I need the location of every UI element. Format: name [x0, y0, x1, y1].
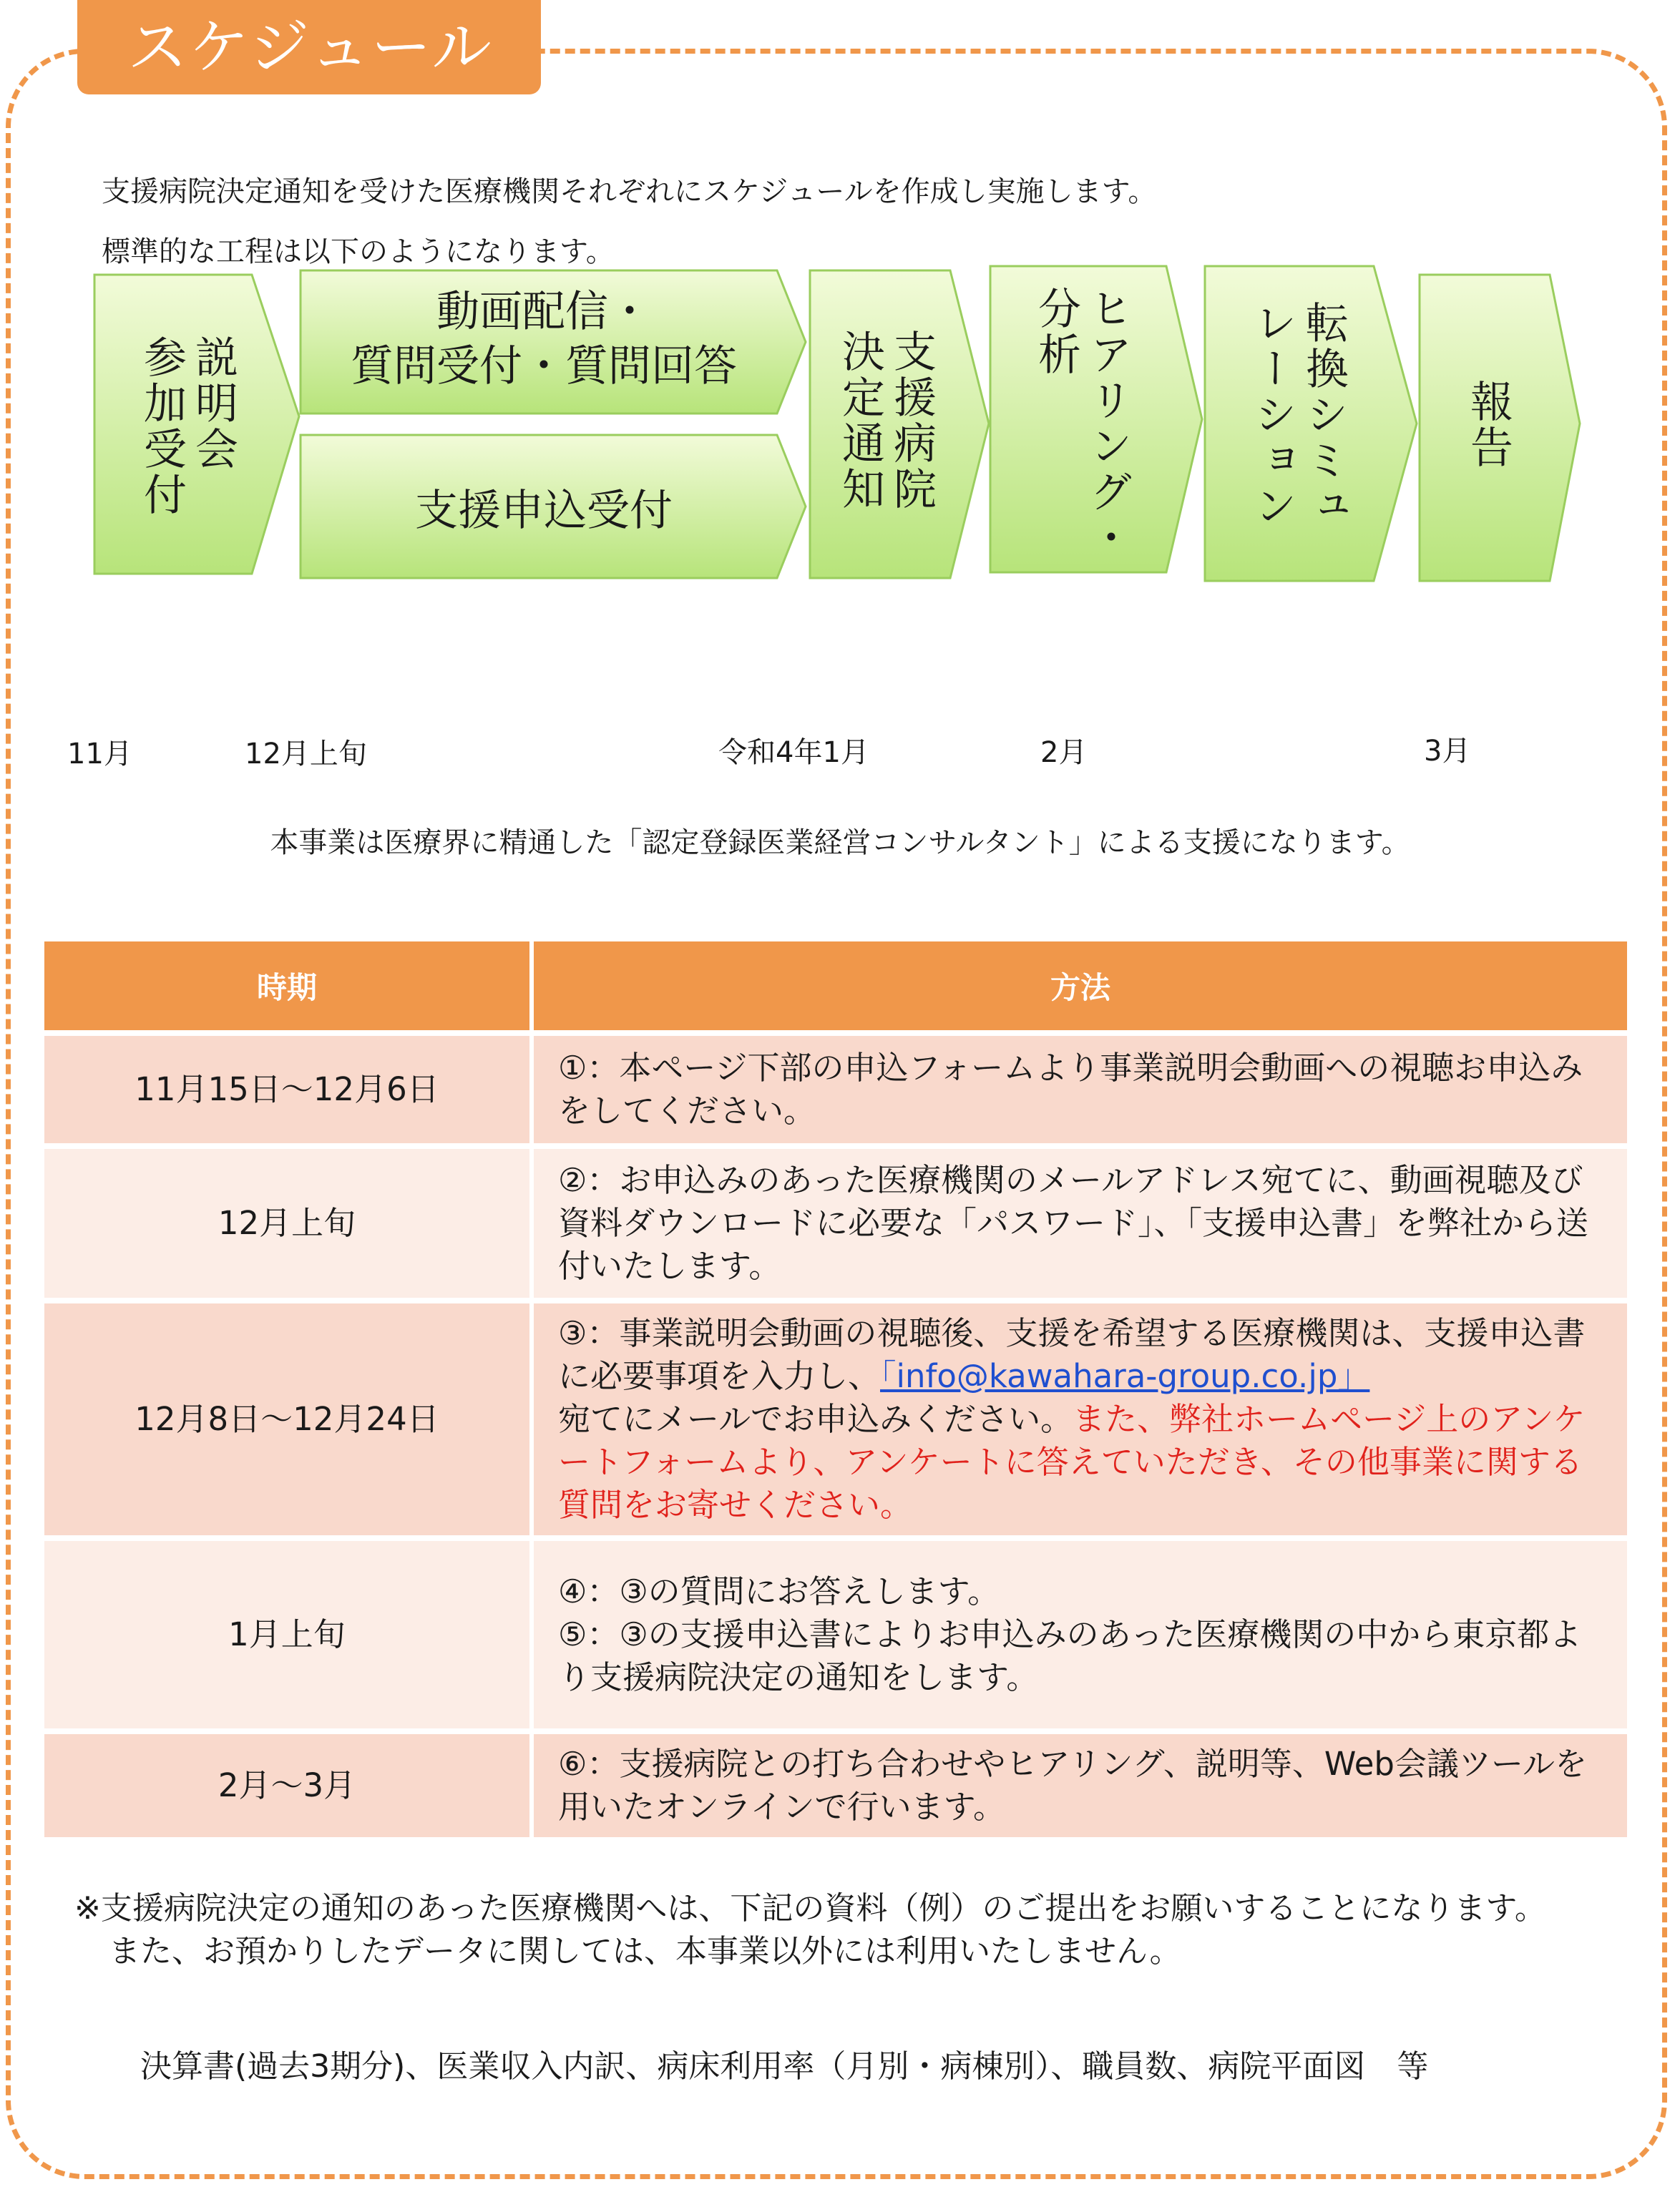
intro-line-1: 支援病院決定通知を受けた医療機関それぞれにスケジュールを作成し実施します。 [102, 175, 1157, 208]
tick-label-11: 11月 [67, 738, 132, 770]
step-decision-label: 支援病院 決定通知 [835, 329, 937, 512]
row-period: 1月上旬 [44, 1541, 534, 1728]
row-method [534, 1303, 1627, 1535]
process-flow-graphic [0, 0, 1680, 608]
step-video-label: 動画配信・ 質問受付・質問回答 [351, 287, 737, 391]
tick-label-12: 12月上旬 [245, 738, 367, 770]
materials-list: 決算書(過去3期分)、医業収入内訳、病床利用率（月別・病棟別）、職員数、病院平面図 等 [140, 2048, 1429, 2085]
schedule-table [44, 936, 1627, 1843]
row-period: 12月8日～12月24日 [44, 1303, 534, 1535]
step-simulation-label: 転換シミュ レーション [1247, 300, 1349, 529]
footnote-line-1: ※支援病院決定の通知のあった医療機関へは、下記の資料（例）のご提出をお願いすることになります。 [74, 1890, 1546, 1927]
table-header-row [44, 941, 1627, 1030]
method-line: ④：③の質問にお答えします。 [558, 1572, 1000, 1610]
survey-note: また、弊社ホームページ上のアンケートフォームより、アンケートに答えていただき、その他事業に関する質問をお寄せください。 [558, 1400, 1586, 1524]
table-row [44, 1036, 1627, 1143]
row-period: 2月～3月 [44, 1734, 534, 1837]
row-method: ①：本ページ下部の申込フォームより事業説明会動画への視聴お申込みをしてください。 [534, 1036, 1627, 1143]
process-flow [0, 0, 1680, 770]
header-period: 時期 [44, 941, 534, 1030]
email-link[interactable]: 「info@kawahara-group.co.jp」 [880, 1357, 1370, 1395]
header-method: 方法 [534, 941, 1627, 1030]
method-text: 宛てにメールでお申込みください。 [558, 1400, 1073, 1438]
row-method [534, 1541, 1627, 1728]
step-application-label: 支援申込受付 [415, 486, 673, 536]
table-row [44, 1149, 1627, 1298]
tick-label-1: 令和4年1月 [718, 736, 869, 769]
table-row [44, 1303, 1627, 1535]
section-title: スケジュール [77, 0, 541, 94]
row-period: 11月15日～12月6日 [44, 1036, 534, 1143]
step-report-label: 報告 [1463, 379, 1513, 471]
method-text: ③：事業説明会動画の視聴後、支援を希望する医療機関は、支援申込書に必要事項を入力し、 [558, 1314, 1586, 1395]
tick-label-2: 2月 [1040, 736, 1088, 769]
row-method: ②：お申込みのあった医療機関のメールアドレス宛てに、動画視聴及び資料ダウンロードに必要な「パスワード」、「支援申込書」を弊社から送付いたします。 [534, 1149, 1627, 1298]
footnote-line-2: また、お預かりしたデータに関しては、本事業以外には利用いたしません。 [109, 1933, 1181, 1970]
tick-label-3: 3月 [1424, 735, 1471, 768]
intro-line-2: 標準的な工程は以下のようになります。 [102, 235, 615, 268]
method-line: ⑤：③の支援申込書によりお申込みのあった医療機関の中から東京都より支援病院決定の通知をします。 [558, 1615, 1582, 1696]
row-method: ⑥：支援病院との打ち合わせやヒアリング、説明等、Web会議ツールを用いたオンラインで行います。 [534, 1734, 1627, 1837]
footnote [74, 1887, 1546, 1973]
consultant-note: 本事業は医療界に精通した「認定登録医業経営コンサルタント」による支援になります。 [270, 826, 1410, 859]
step-hearing-label: ヒアリング・ 分析 [1031, 286, 1133, 561]
step-briefing-label: 説明会 参加受付 [137, 335, 238, 518]
row-period: 12月上旬 [44, 1149, 534, 1298]
table-row [44, 1734, 1627, 1837]
table-row [44, 1541, 1627, 1728]
